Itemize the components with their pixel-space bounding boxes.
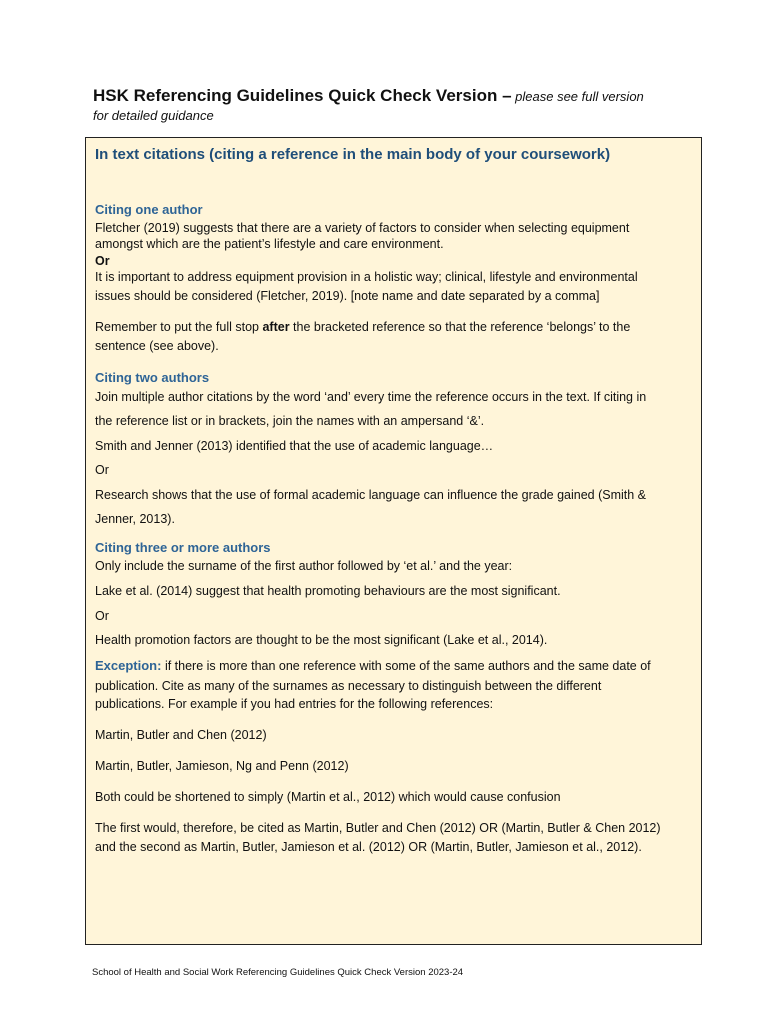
exception-ref1: Martin, Butler and Chen (2012)	[95, 728, 267, 742]
exception-final1: The first would, therefore, be cited as Martin, Butler and Chen (2012) OR (Martin, Butler & Chen 2012)	[95, 821, 661, 835]
page-footer: School of Health and Social Work Referencing Guidelines Quick Check Version 2023-24	[92, 967, 464, 978]
exception-line1	[95, 657, 693, 675]
two-authors-example2-line2: Jenner, 2013).	[95, 512, 175, 526]
page-title	[93, 86, 693, 106]
exception-final2: and the second as Martin, Butler, Jamieson et al. (2012) OR (Martin, Butler, Jamieson et al., 2012).	[95, 840, 642, 854]
page-header	[93, 86, 693, 125]
two-authors-or: Or	[95, 463, 109, 477]
title-main: HSK Referencing Guidelines Quick Check Version –	[93, 86, 512, 105]
exception-ref2: Martin, Butler, Jamieson, Ng and Penn (2012)	[95, 759, 349, 773]
three-authors-example2: Health promotion factors are thought to be the most significant (Lake et al., 2014).	[95, 633, 548, 647]
two-authors-line1: Join multiple author citations by the word ‘and’ every time the reference occurs in the text. If citing in	[95, 390, 647, 404]
heading-three-authors: Citing three or more authors	[95, 540, 271, 555]
exception-label: Exception:	[95, 658, 162, 673]
remember-part2: the bracketed reference so that the reference ‘belongs’ to the	[293, 320, 631, 334]
one-author-line4: issues should be considered (Fletcher, 2019). [note name and date separated by a comma]	[95, 289, 600, 303]
one-author-or: Or	[95, 254, 110, 268]
two-authors-example1: Smith and Jenner (2013) identified that the use of academic language…	[95, 439, 494, 453]
exception-line3: publications. For example if you had entries for the following references:	[95, 697, 494, 711]
citations-box	[85, 137, 702, 945]
exception-line2: publication. Cite as many of the surnames as necessary to distinguish between the different	[95, 679, 602, 693]
one-author-line3: It is important to address equipment provision in a holistic way; clinical, lifestyle and environmental	[95, 270, 638, 284]
two-authors-line2: the reference list or in brackets, join the names with an ampersand ‘&’.	[95, 414, 485, 428]
one-author-line1: Fletcher (2019) suggests that there are a variety of factors to consider when selecting equipment	[95, 221, 630, 235]
remember-line1	[95, 319, 693, 336]
heading-one-author: Citing one author	[95, 202, 203, 217]
title-sub-1: please see full version	[515, 89, 644, 104]
remember-part1: Remember to put the full stop	[95, 320, 259, 334]
one-author-line2: amongst which are the patient’s lifestyle and care environment.	[95, 237, 444, 251]
three-authors-or: Or	[95, 609, 109, 623]
three-authors-line1: Only include the surname of the first author followed by ‘et al.’ and the year:	[95, 559, 513, 573]
heading-two-authors: Citing two authors	[95, 370, 210, 385]
exception-text1: if there is more than one reference with some of the same authors and the same date of	[164, 659, 651, 673]
three-authors-example1: Lake et al. (2014) suggest that health promoting behaviours are the most significant.	[95, 584, 561, 598]
exception-shortened: Both could be shortened to simply (Martin et al., 2012) which would cause confusion	[95, 790, 561, 804]
box-title: In text citations (citing a reference in the main body of your coursework)	[95, 146, 611, 163]
two-authors-example2-line1: Research shows that the use of formal academic language can influence the grade gained (Smith &	[95, 488, 647, 502]
remember-line2: sentence (see above).	[95, 339, 219, 353]
remember-bold: after	[262, 320, 290, 334]
title-sub-2: for detailed guidance	[93, 108, 214, 123]
